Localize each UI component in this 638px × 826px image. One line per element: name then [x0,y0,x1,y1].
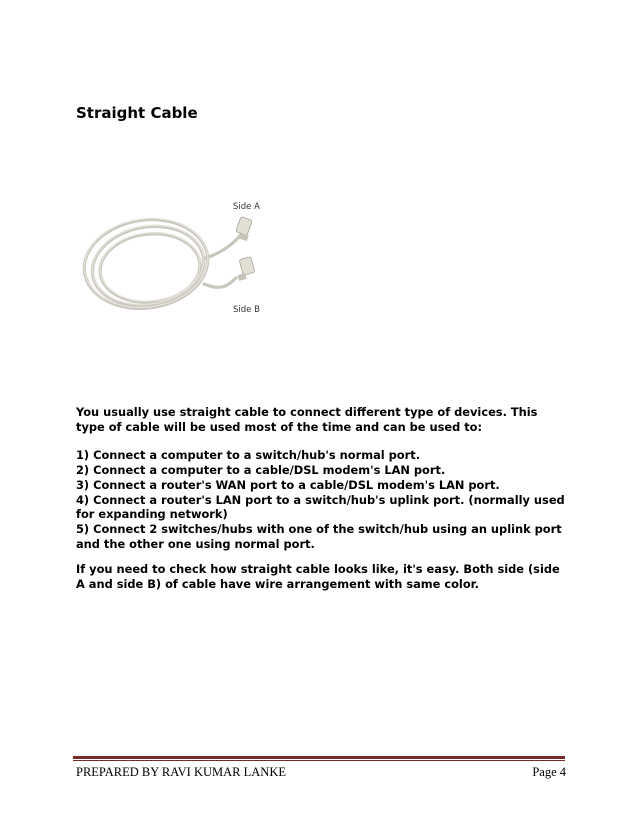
intro-paragraph: You usually use straight cable to connect different type of devices. This type of cable will be used most of the time and can be used to: [76,405,538,434]
page-number: Page 4 [532,765,566,779]
footer-author: PREPARED BY RAVI KUMAR LANKE [76,765,286,779]
page-title: Straight Cable [76,104,198,122]
list-item: 1) Connect a computer to a switch/hub's normal port. [76,448,421,463]
list-item: 2) Connect a computer to a cable/DSL modem's LAN port. [76,463,446,478]
straight-cable-figure [76,196,276,326]
side-a-label: Side A [233,202,260,212]
list-item: 4) Connect a router's LAN port to a switch/hub's uplink port. (normally used for expanding network) [76,492,565,522]
closing-paragraph: If you need to check how straight cable looks like, it's easy. Both side (side A and side B) of cable have wire arrangement with same color. [76,562,560,592]
cable-illustration [76,196,276,326]
footer-rule [73,756,565,761]
side-b-label: Side B [233,305,260,315]
body-text [76,405,566,592]
connector-b [237,257,255,281]
list-item: 5) Connect 2 switches/hubs with one of the switch/hub using an uplink port and the other one using normal port. [76,521,562,551]
list-item: 3) Connect a router's WAN port to a cable/DSL modem's LAN port. [76,477,500,492]
